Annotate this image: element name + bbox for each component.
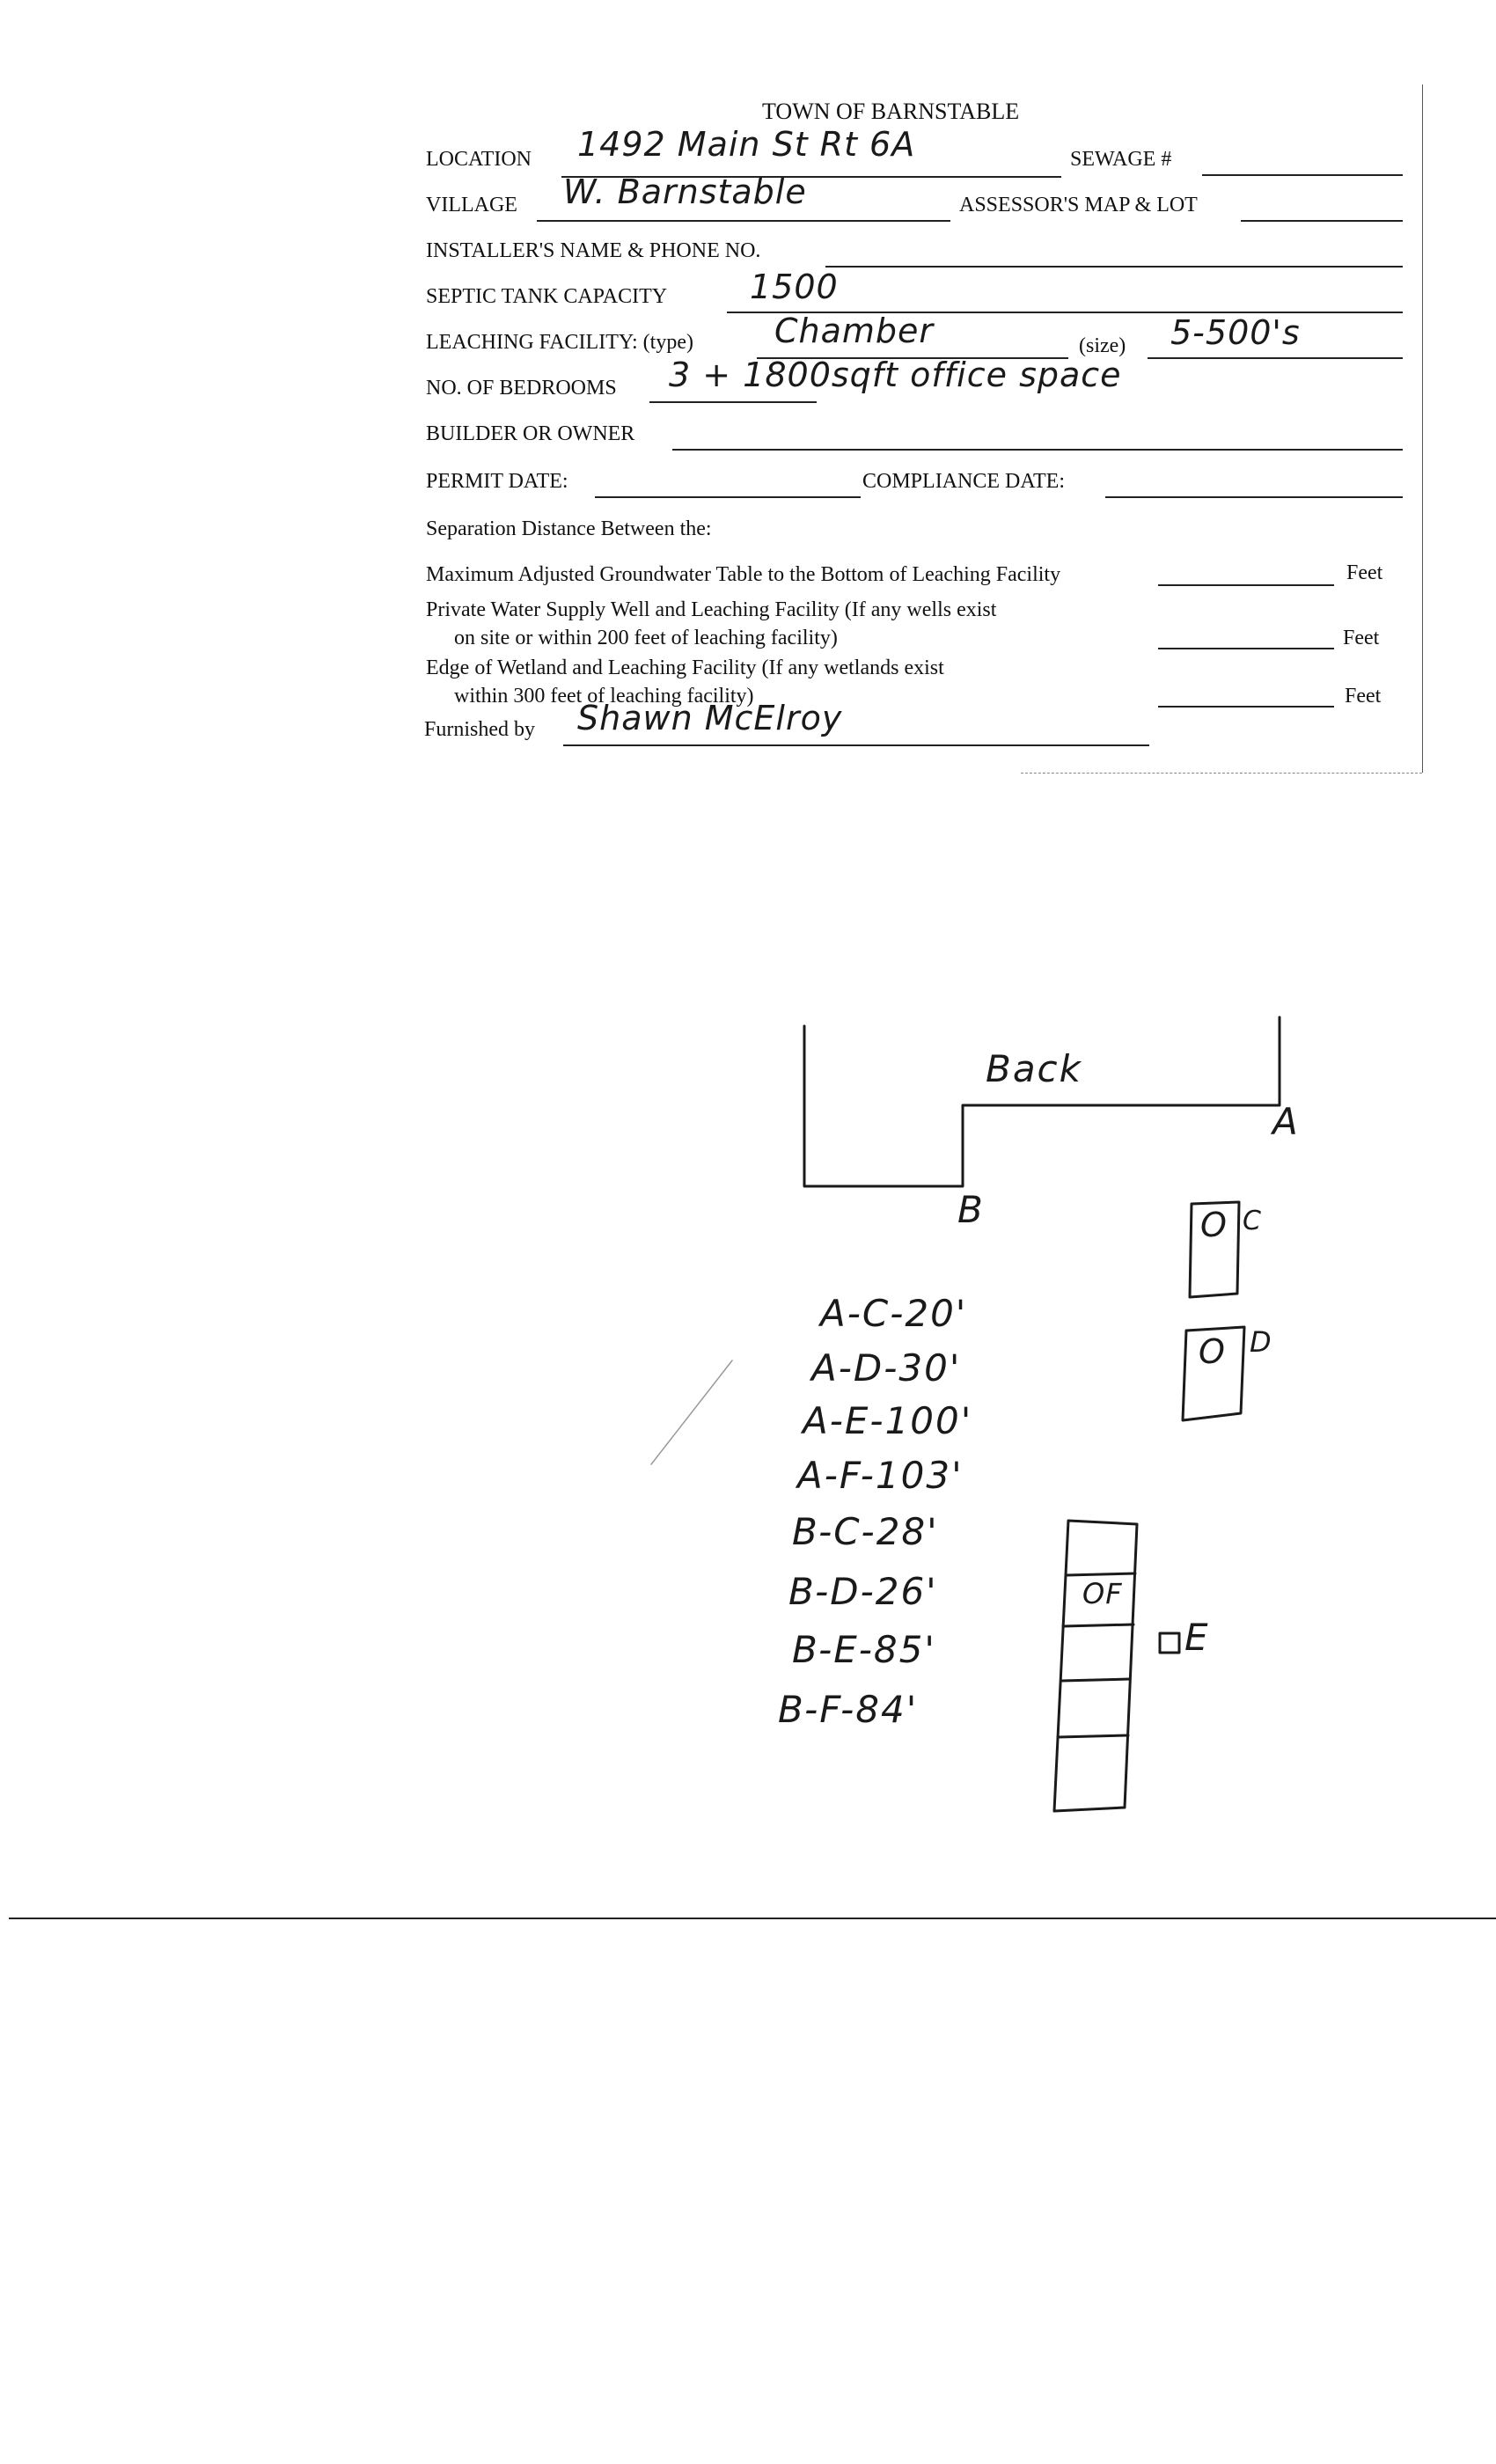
distance-item: A-C-20' xyxy=(820,1292,968,1335)
label-back: Back xyxy=(986,1047,1082,1090)
leaching-label: LEACHING FACILITY: (type) xyxy=(426,331,693,354)
label-point-e: E xyxy=(1184,1616,1210,1659)
wetland-label-line2: within 300 feet of leaching facility) xyxy=(454,685,754,708)
village-value: W. Barnstable xyxy=(563,172,807,211)
size-value: 5-500's xyxy=(1170,313,1301,352)
sewage-label: SEWAGE # xyxy=(1070,148,1172,171)
location-label: LOCATION xyxy=(426,148,532,171)
well-feet: Feet xyxy=(1343,627,1380,649)
septic-label: SEPTIC TANK CAPACITY xyxy=(426,285,668,308)
furnished-value: Shawn McElroy xyxy=(577,699,843,737)
form-title: TOWN OF BARNSTABLE xyxy=(762,99,1020,124)
distance-item: B-D-26' xyxy=(788,1570,938,1613)
location-value: 1492 Main St Rt 6A xyxy=(577,125,916,164)
building-outline xyxy=(804,1017,1280,1186)
permit-label: PERMIT DATE: xyxy=(426,470,568,493)
leaching-type-value: Chamber xyxy=(774,312,935,350)
separation-heading: Separation Distance Between the: xyxy=(426,517,712,540)
marker-e xyxy=(1160,1633,1179,1653)
compliance-label: COMPLIANCE DATE: xyxy=(862,470,1066,493)
distance-item: B-C-28' xyxy=(792,1510,939,1553)
distance-item: B-E-85' xyxy=(792,1628,936,1671)
bedrooms-value: 3 + 1800sqft office space xyxy=(669,356,1122,394)
distance-item: B-F-84' xyxy=(778,1688,919,1731)
label-point-d: D xyxy=(1250,1325,1272,1359)
box-c-letter: O xyxy=(1200,1206,1228,1244)
well-label-line2: on site or within 200 feet of leaching facility) xyxy=(454,627,838,649)
distance-item: A-E-100' xyxy=(803,1399,973,1442)
bedrooms-label: NO. OF BEDROOMS xyxy=(426,377,617,400)
well-label-line1: Private Water Supply Well and Leaching Facility (If any wells exist xyxy=(426,598,997,621)
box-d-letter: O xyxy=(1199,1332,1226,1371)
box-of-label: OF xyxy=(1082,1577,1123,1610)
distance-item: A-F-103' xyxy=(797,1454,964,1497)
label-point-a: A xyxy=(1272,1100,1300,1143)
size-label: (size) xyxy=(1079,334,1126,357)
installer-label: INSTALLER'S NAME & PHONE NO. xyxy=(426,239,761,262)
label-point-b: B xyxy=(957,1188,985,1231)
builder-label: BUILDER OR OWNER xyxy=(426,422,635,445)
chamber-stack-f xyxy=(1054,1521,1137,1811)
assessor-label: ASSESSOR'S MAP & LOT xyxy=(959,194,1198,216)
distance-item: A-D-30' xyxy=(811,1346,962,1390)
wetland-feet: Feet xyxy=(1345,685,1382,708)
septic-value: 1500 xyxy=(750,268,839,306)
village-label: VILLAGE xyxy=(426,194,517,216)
label-point-c: C xyxy=(1243,1206,1262,1236)
wetland-label-line1: Edge of Wetland and Leaching Facility (If any wetlands exist xyxy=(426,656,944,679)
groundwater-feet: Feet xyxy=(1346,561,1383,584)
furnished-label: Furnished by xyxy=(424,718,535,741)
groundwater-label: Maximum Adjusted Groundwater Table to the Bottom of Leaching Facility xyxy=(426,563,1061,586)
